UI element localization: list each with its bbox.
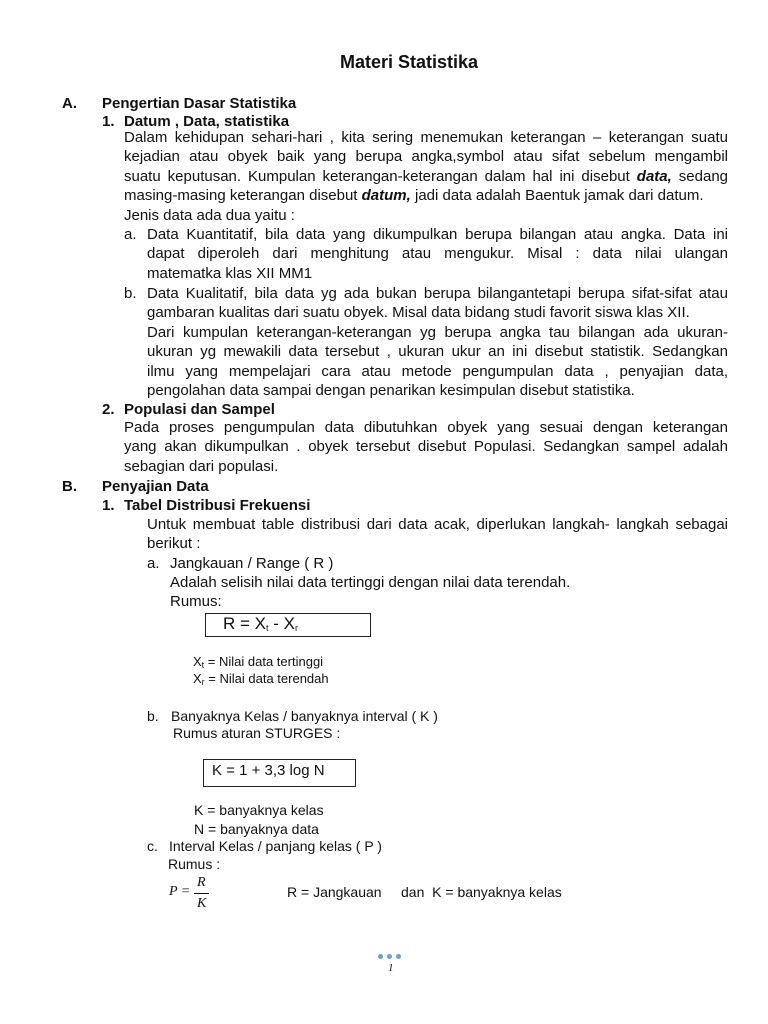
def-symbol: X <box>193 671 202 686</box>
section-b-marker: B. <box>62 478 77 495</box>
data-kualitatif <box>147 284 728 400</box>
range-description: Adalah selisih nilai data tertinggi dengan nilai data terendah. <box>170 574 571 591</box>
footer-dot <box>378 954 383 959</box>
item-a1-heading: Datum , Data, statistika <box>124 113 290 130</box>
step-b-marker: b. <box>147 708 159 724</box>
interval-legend: R = Jangkauan dan K = banyaknya kelas <box>287 884 562 900</box>
n-definition: N = banyaknya data <box>194 821 319 837</box>
distribusi-intro <box>147 515 728 554</box>
paragraph-line: Dari kumpulan keterangan-keterangan yg berupa angka tau bilangan ada ukuran- <box>147 323 728 341</box>
item-b1-heading: Tabel Distribusi Frekuensi <box>124 497 311 514</box>
def-sub: t <box>201 660 205 670</box>
data-kuantitatif <box>147 225 728 283</box>
paragraph-line: Dalam kehidupan sehari-hari , kita sering menemukan keterangan – keterangan suatu <box>124 129 728 146</box>
xr-definition <box>193 670 329 691</box>
list-b-marker: b. <box>124 285 137 302</box>
paragraph-line: gambaran kualitas dari suatu obyek. Misal data bidang studi favorit siswa klas XII. <box>147 304 690 322</box>
paragraph-line <box>124 167 728 186</box>
step-c-heading: Interval Kelas / panjang kelas ( P ) <box>169 838 382 854</box>
term-data: data, <box>636 167 672 185</box>
fraction-lhs: P = <box>169 884 191 899</box>
footer-dot <box>387 954 392 959</box>
list-a-marker: a. <box>124 226 137 243</box>
paragraph-line: ukuran yg mewakili data tersebut , ukuran ukur an ini disebut statistik. Sedangkan <box>147 343 728 361</box>
step-a-marker: a. <box>147 555 160 572</box>
paragraph-line: Jenis data ada dua yaitu : <box>124 206 295 224</box>
paragraph-line: kejadian atau obyek baik yang berupa angka,symbol atau sifat sebelum mengambil <box>124 148 728 166</box>
item-b1-number: 1. <box>102 497 115 514</box>
def-text: = Nilai data tertinggi <box>204 654 324 669</box>
page-number: 1 <box>388 962 394 974</box>
formula-text: R = X <box>223 614 266 633</box>
populasi-paragraph <box>124 418 728 476</box>
item-a2-number: 2. <box>102 401 115 418</box>
paragraph-text: suatu keputusan. Kumpulan keterangan-keterangan dalam hal ini disebut <box>124 167 630 185</box>
section-a-marker: A. <box>62 95 77 112</box>
def-sub: r <box>201 677 205 687</box>
range-formula <box>223 613 298 639</box>
paragraph-line: Data Kuantitatif, bila data yang dikumpulkan berupa bilangan atau angka. Data ini <box>147 226 728 243</box>
step-c-marker: c. <box>147 838 158 854</box>
paragraph-line: Pada proses pengumpulan data dibutuhkan obyek yang sesuai dengan keterangan <box>124 419 728 436</box>
def-symbol: X <box>193 654 202 669</box>
paragraph-line: Data Kualitatif, bila data yg ada bukan berupa bilangantetapi berupa sifat-sifat atau <box>147 285 728 302</box>
term-datum: datum, <box>361 187 411 205</box>
paragraph-line <box>124 186 728 205</box>
fraction-numerator: R <box>197 875 206 890</box>
section-a-heading: Pengertian Dasar Statistika <box>102 95 297 112</box>
sturges-label: Rumus aturan STURGES : <box>173 725 341 741</box>
page-title: Materi Statistika <box>339 52 479 72</box>
def-text: = Nilai data terendah <box>204 671 329 686</box>
item-a2-heading: Populasi dan Sampel <box>124 401 275 418</box>
paragraph-text: masing-masing keterangan disebut <box>124 187 362 205</box>
paragraph-line: dapat diperoleh dari menghitung atau mengukur. Misal : data nilai ulangan <box>147 245 728 263</box>
paragraph-line: Untuk membuat table distribusi dari data acak, diperlukan langkah- langkah sebagai <box>147 516 728 533</box>
fraction-bar <box>194 893 209 894</box>
paragraph-text: sedang <box>671 167 728 185</box>
paragraph-line: yang akan dikumpulkan . obyek tersebut disebut Populasi. Sedangkan sampel adalah <box>124 438 728 456</box>
interval-rumus-label: Rumus : <box>168 856 221 872</box>
step-b-heading: Banyaknya Kelas / banyaknya interval ( K ) <box>171 708 438 724</box>
formula-text: - X <box>268 614 295 633</box>
paragraph-line: ilmu yang mempelajari cara atau metode pengumpulan data , penyajian data, <box>147 362 728 380</box>
formula-sub: t <box>266 623 269 633</box>
rumus-label: Rumus: <box>170 593 222 610</box>
fraction-denominator: K <box>197 896 207 911</box>
item-a1-number: 1. <box>102 113 115 130</box>
section-b-heading: Penyajian Data <box>102 478 209 495</box>
footer-dot <box>396 954 401 959</box>
k-definition: K = banyaknya kelas <box>194 802 324 818</box>
formula-sub: r <box>294 623 298 633</box>
paragraph-line: pengolahan data sampai dengan penarikan kesimpulan disebut statistika. <box>147 382 635 400</box>
paragraph-text: jadi data adalah Baentuk jamak dari datum. <box>410 187 704 205</box>
datum-paragraph <box>124 128 728 225</box>
step-a-heading: Jangkauan / Range ( R ) <box>170 555 334 572</box>
paragraph-line: berikut : <box>147 535 201 553</box>
paragraph-line: sebagian dari populasi. <box>124 457 279 475</box>
sturges-formula: K = 1 + 3,3 log N <box>212 762 325 779</box>
paragraph-line: matematka klas XII MM1 <box>147 264 313 282</box>
